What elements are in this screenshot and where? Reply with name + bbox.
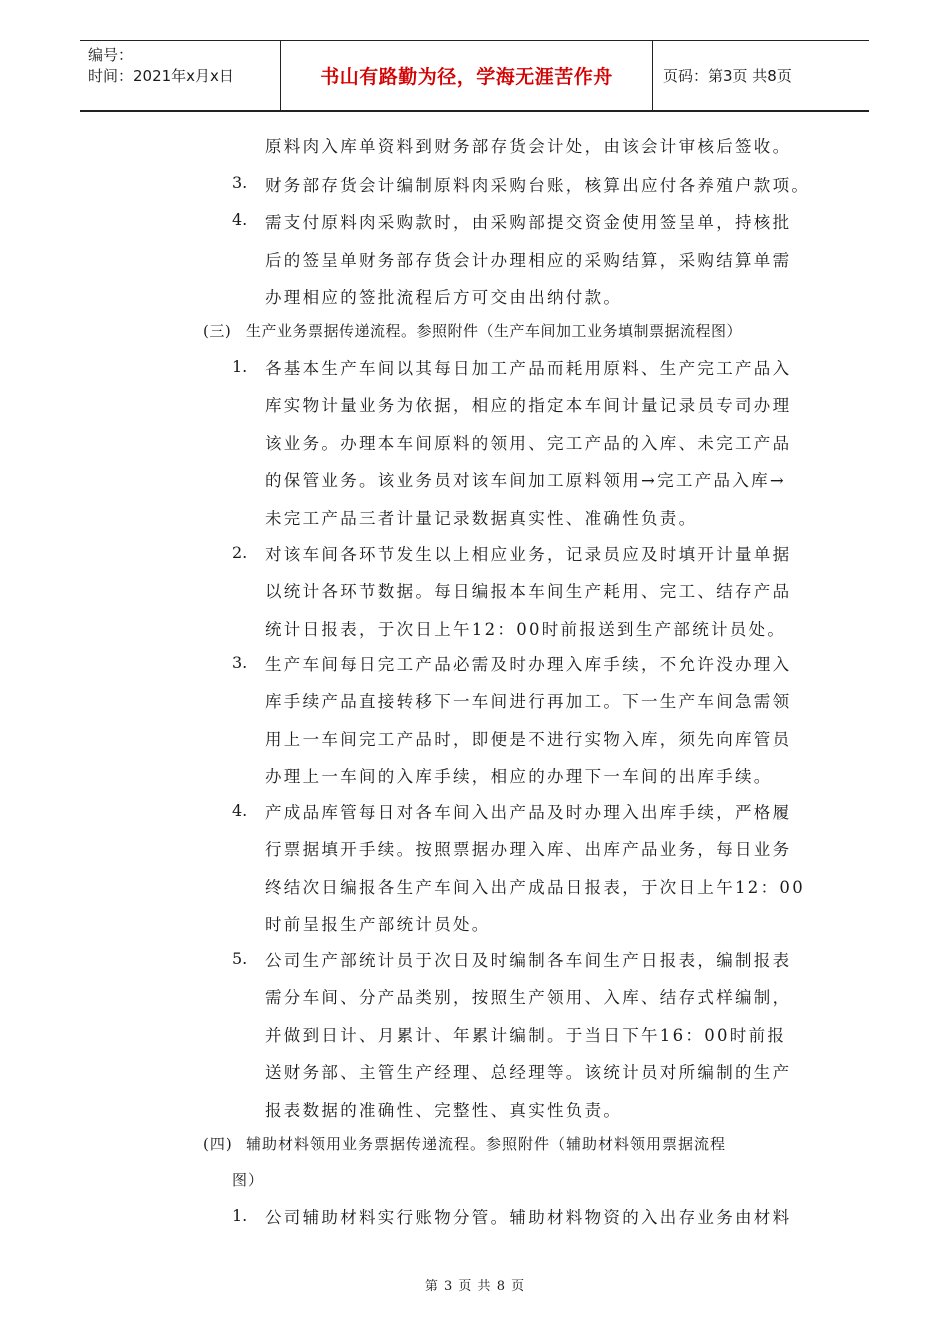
list-number: 1. [232, 1206, 248, 1225]
paragraph-line: 后的签呈单财务部存货会计办理相应的采购结算，采购结算单需 [265, 251, 792, 270]
section-heading: 生产业务票据传递流程。参照附件（生产车间加工业务填制票据流程图） [246, 322, 743, 340]
paragraph-line: 产成品库管每日对各车间入出产品及时办理入出库手续，严格履 [265, 803, 792, 822]
paragraph-line: 用上一车间完工产品时，即便是不进行实物入库，须先向库管员 [265, 730, 792, 749]
paragraph-line: 办理相应的签批流程后方可交由出纳付款。 [265, 288, 623, 307]
number-label: 编号： [88, 46, 134, 64]
section-heading-cont: 图） [232, 1171, 265, 1189]
header-motto: 书山有路勤为径，学海无涯苦作舟 [281, 41, 653, 110]
list-number: 3. [232, 653, 248, 672]
paragraph-line: 需支付原料肉采购款时，由采购部提交资金使用签呈单，持核批 [265, 213, 792, 232]
list-number: 1. [232, 357, 248, 376]
paragraph-line: 需分车间、分产品类别，按照生产领用、入库、结存式样编制， [265, 988, 792, 1007]
list-number: 4. [232, 801, 248, 820]
page-header [80, 40, 869, 112]
paragraph-line: 该业务。办理本车间原料的领用、完工产品的入库、未完工产品 [265, 434, 792, 453]
list-number: 4. [232, 210, 248, 229]
paragraph-line: 时前呈报生产部统计员处。 [265, 915, 491, 934]
paragraph-line: 公司生产部统计员于次日及时编制各车间生产日报表，编制报表 [265, 951, 792, 970]
paragraph-line: 库手续产品直接转移下一车间进行再加工。下一生产车间急需领 [265, 692, 792, 711]
list-number: 5. [232, 949, 248, 968]
page-footer: 第 3 页 共 8 页 [424, 1279, 526, 1294]
paragraph-line: 以统计各环节数据。每日编报本车间生产耗用、完工、结存产品 [265, 582, 792, 601]
paragraph-line: 财务部存货会计编制原料肉采购台账，核算出应付各养殖户款项。 [265, 176, 811, 195]
section-number: (三) [203, 322, 232, 340]
paragraph-line: 未完工产品三者计量记录数据真实性、准确性负责。 [265, 509, 698, 528]
paragraph-line: 对该车间各环节发生以上相应业务，记录员应及时填开计量单据 [265, 545, 792, 564]
paragraph-line: 库实物计量业务为依据，相应的指定本车间计量记录员专司办理 [265, 396, 792, 415]
time-label: 时间：2021年x月x日 [88, 67, 234, 85]
list-number: 2. [232, 543, 248, 562]
paragraph-line: 各基本生产车间以其每日加工产品而耗用原料、生产完工产品入 [265, 359, 792, 378]
list-number: 3. [232, 173, 248, 192]
paragraph-line: 终结次日编报各生产车间入出产成品日报表，于次日上午12：00 [265, 878, 805, 897]
section-number: (四) [203, 1135, 233, 1153]
header-page-label: 页码：第3页 共8页 [663, 67, 792, 85]
paragraph-line: 公司辅助材料实行账物分管。辅助材料物资的入出存业务由材料 [265, 1208, 792, 1227]
paragraph-line: 送财务部、主管生产经理、总经理等。该统计员对所编制的生产 [265, 1063, 792, 1082]
paragraph-line: 并做到日计、月累计、年累计编制。于当日下午16：00时前报 [265, 1026, 787, 1045]
paragraph-line: 报表数据的准确性、完整性、真实性负责。 [265, 1101, 623, 1120]
paragraph-line: 的保管业务。该业务员对该车间加工原料领用→完工产品入库→ [265, 471, 787, 490]
section-heading: 辅助材料领用业务票据传递流程。参照附件（辅助材料领用票据流程 [246, 1135, 727, 1153]
paragraph-line: 办理上一车间的入库手续，相应的办理下一车间的出库手续。 [265, 767, 773, 786]
paragraph-line: 生产车间每日完工产品必需及时办理入库手续，不允许没办理入 [265, 655, 792, 674]
paragraph-line: 统计日报表，于次日上午12：00时前报送到生产部统计员处。 [265, 620, 787, 639]
header-meta [80, 41, 281, 110]
paragraph-line: 原料肉入库单资料到财务部存货会计处，由该会计审核后签收。 [265, 137, 792, 156]
paragraph-line: 行票据填开手续。按照票据办理入库、出库产品业务，每日业务 [265, 840, 792, 859]
